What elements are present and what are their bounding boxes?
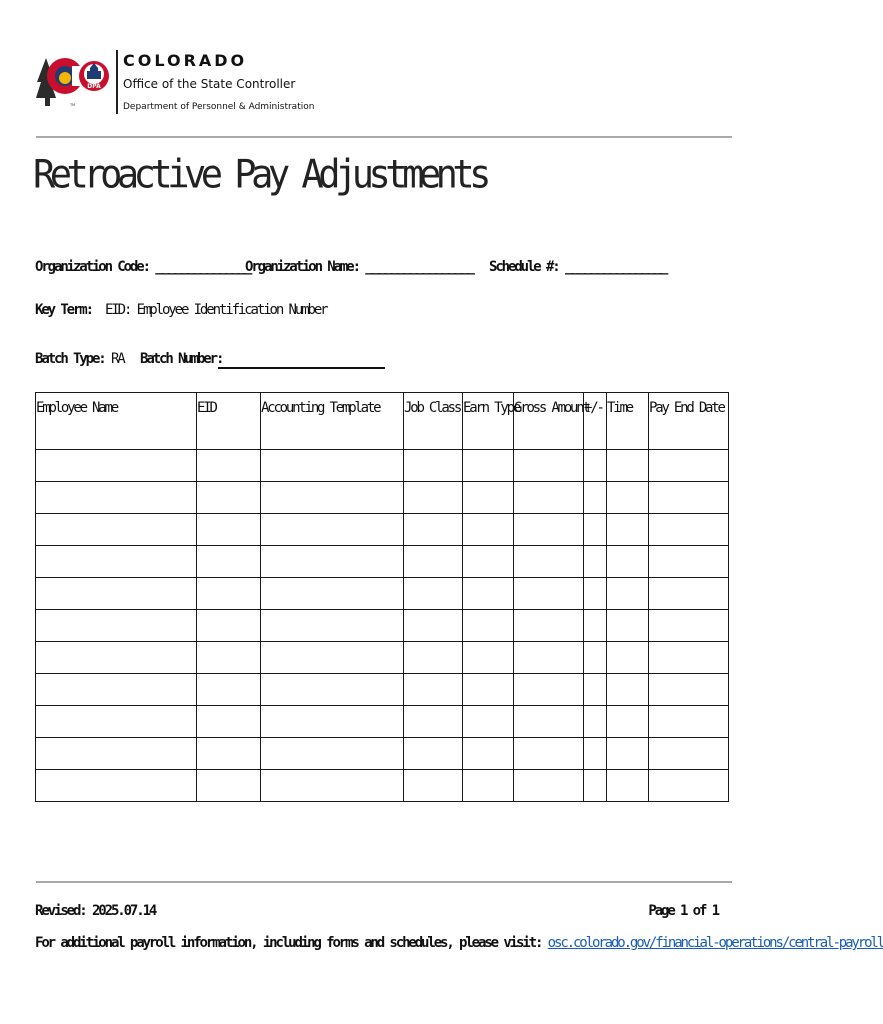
cell-employee-name[interactable] bbox=[36, 578, 197, 610]
table-row bbox=[36, 482, 729, 514]
svg-text:DPA: DPA bbox=[87, 83, 101, 90]
cell-pay-end-date[interactable] bbox=[649, 642, 729, 674]
cell-earn-type[interactable] bbox=[463, 642, 514, 674]
cell-accounting-template[interactable] bbox=[261, 674, 404, 706]
cell-pay-end-date[interactable] bbox=[649, 546, 729, 578]
cell-employee-name[interactable] bbox=[36, 738, 197, 770]
batch-type-value: RA bbox=[110, 351, 124, 367]
cell-accounting-template[interactable] bbox=[261, 642, 404, 674]
cell-employee-name[interactable] bbox=[36, 450, 197, 482]
cell-time[interactable] bbox=[607, 514, 649, 546]
col-header-eid: EID bbox=[197, 393, 261, 450]
cell-plus-minus[interactable] bbox=[584, 514, 607, 546]
cell-accounting-template[interactable] bbox=[261, 450, 404, 482]
cell-eid[interactable] bbox=[197, 578, 261, 610]
table-row bbox=[36, 450, 729, 482]
org-name-blank[interactable]: _________________ bbox=[365, 259, 473, 275]
cell-gross-amount[interactable] bbox=[514, 578, 584, 610]
batch-type-field bbox=[35, 351, 124, 367]
table-row bbox=[36, 770, 729, 802]
table-row bbox=[36, 642, 729, 674]
cell-gross-amount[interactable] bbox=[514, 610, 584, 642]
cell-earn-type[interactable] bbox=[463, 482, 514, 514]
table-row bbox=[36, 546, 729, 578]
cell-eid[interactable] bbox=[197, 482, 261, 514]
cell-time[interactable] bbox=[607, 610, 649, 642]
cell-job-class[interactable] bbox=[404, 674, 463, 706]
cell-earn-type[interactable] bbox=[463, 770, 514, 802]
cell-time[interactable] bbox=[607, 482, 649, 514]
cell-employee-name[interactable] bbox=[36, 674, 197, 706]
header-rule bbox=[36, 136, 732, 138]
cell-accounting-template[interactable] bbox=[261, 482, 404, 514]
cell-plus-minus[interactable] bbox=[584, 578, 607, 610]
cell-employee-name[interactable] bbox=[36, 706, 197, 738]
schedule-label: Schedule #: bbox=[489, 259, 559, 275]
cell-time[interactable] bbox=[607, 770, 649, 802]
col-header-job-class: Job Class bbox=[404, 393, 463, 450]
table-row bbox=[36, 578, 729, 610]
cell-earn-type[interactable] bbox=[463, 738, 514, 770]
schedule-blank[interactable]: ________________ bbox=[564, 259, 667, 275]
cell-gross-amount[interactable] bbox=[514, 546, 584, 578]
cell-gross-amount[interactable] bbox=[514, 674, 584, 706]
cell-accounting-template[interactable] bbox=[261, 578, 404, 610]
table-row bbox=[36, 514, 729, 546]
cell-employee-name[interactable] bbox=[36, 770, 197, 802]
col-header-gross-amount: Gross Amount bbox=[514, 393, 584, 450]
org-code-field[interactable] bbox=[35, 259, 250, 275]
cell-earn-type[interactable] bbox=[463, 610, 514, 642]
cell-plus-minus[interactable] bbox=[584, 738, 607, 770]
batch-type-label: Batch Type: bbox=[35, 351, 105, 367]
cell-earn-type[interactable] bbox=[463, 578, 514, 610]
cell-earn-type[interactable] bbox=[463, 514, 514, 546]
cell-earn-type[interactable] bbox=[463, 450, 514, 482]
adjustments-table bbox=[35, 392, 729, 802]
cell-job-class[interactable] bbox=[404, 706, 463, 738]
cell-plus-minus[interactable] bbox=[584, 450, 607, 482]
page-title: Retroactive Pay Adjustments bbox=[33, 152, 486, 198]
logo-divider bbox=[116, 50, 118, 114]
cell-job-class[interactable] bbox=[404, 578, 463, 610]
cell-employee-name[interactable] bbox=[36, 546, 197, 578]
col-header-accounting-template: Accounting Template bbox=[261, 393, 404, 450]
cell-eid[interactable] bbox=[197, 770, 261, 802]
batch-number-label: Batch Number: bbox=[140, 351, 223, 367]
cell-eid[interactable] bbox=[197, 546, 261, 578]
table-row bbox=[36, 738, 729, 770]
cell-time[interactable] bbox=[607, 738, 649, 770]
cell-pay-end-date[interactable] bbox=[649, 514, 729, 546]
cell-accounting-template[interactable] bbox=[261, 738, 404, 770]
cell-time[interactable] bbox=[607, 674, 649, 706]
org-code-label: Organization Code: bbox=[35, 259, 149, 275]
schedule-field[interactable] bbox=[489, 259, 666, 275]
cell-earn-type[interactable] bbox=[463, 706, 514, 738]
cell-job-class[interactable] bbox=[404, 642, 463, 674]
cell-pay-end-date[interactable] bbox=[649, 482, 729, 514]
cell-accounting-template[interactable] bbox=[261, 514, 404, 546]
cell-pay-end-date[interactable] bbox=[649, 610, 729, 642]
revised-date: Revised: 2025.07.14 bbox=[35, 903, 156, 919]
col-header-time: Time bbox=[607, 393, 649, 450]
svg-text:TM: TM bbox=[70, 103, 76, 107]
cell-job-class[interactable] bbox=[404, 514, 463, 546]
cell-plus-minus[interactable] bbox=[584, 610, 607, 642]
cell-plus-minus[interactable] bbox=[584, 546, 607, 578]
cell-job-class[interactable] bbox=[404, 450, 463, 482]
cell-plus-minus[interactable] bbox=[584, 482, 607, 514]
central-payroll-link[interactable]: osc.colorado.gov/financial-operations/central-payroll bbox=[547, 935, 883, 951]
cell-eid[interactable] bbox=[197, 738, 261, 770]
cell-eid[interactable] bbox=[197, 706, 261, 738]
cell-employee-name[interactable] bbox=[36, 482, 197, 514]
cell-pay-end-date[interactable] bbox=[649, 706, 729, 738]
cell-gross-amount[interactable] bbox=[514, 642, 584, 674]
col-header-earn-type: Earn Type bbox=[463, 393, 514, 450]
cell-earn-type[interactable] bbox=[463, 674, 514, 706]
cell-time[interactable] bbox=[607, 706, 649, 738]
cell-earn-type[interactable] bbox=[463, 546, 514, 578]
cell-pay-end-date[interactable] bbox=[649, 450, 729, 482]
org-code-blank[interactable]: _______________ bbox=[155, 259, 251, 275]
cell-time[interactable] bbox=[607, 546, 649, 578]
cell-job-class[interactable] bbox=[404, 610, 463, 642]
cell-accounting-template[interactable] bbox=[261, 546, 404, 578]
cell-time[interactable] bbox=[607, 450, 649, 482]
cell-employee-name[interactable] bbox=[36, 642, 197, 674]
cell-pay-end-date[interactable] bbox=[649, 578, 729, 610]
cell-accounting-template[interactable] bbox=[261, 706, 404, 738]
cell-plus-minus[interactable] bbox=[584, 706, 607, 738]
cell-job-class[interactable] bbox=[404, 546, 463, 578]
cell-gross-amount[interactable] bbox=[514, 450, 584, 482]
cell-time[interactable] bbox=[607, 642, 649, 674]
cell-gross-amount[interactable] bbox=[514, 482, 584, 514]
footer-info bbox=[35, 935, 883, 951]
cell-pay-end-date[interactable] bbox=[649, 738, 729, 770]
table-header-row bbox=[36, 393, 729, 450]
cell-accounting-template[interactable] bbox=[261, 770, 404, 802]
table-row bbox=[36, 674, 729, 706]
col-header-plus-minus: +/- bbox=[584, 393, 607, 450]
brand-state: COLORADO bbox=[123, 51, 248, 70]
table-row bbox=[36, 610, 729, 642]
brand-office: Office of the State Controller bbox=[123, 77, 296, 91]
cell-accounting-template[interactable] bbox=[261, 610, 404, 642]
cell-gross-amount[interactable] bbox=[514, 706, 584, 738]
cell-employee-name[interactable] bbox=[36, 610, 197, 642]
footer-info-text: For additional payroll information, including forms and schedules, please visit: bbox=[35, 935, 542, 951]
cell-plus-minus[interactable] bbox=[584, 642, 607, 674]
cell-eid[interactable] bbox=[197, 450, 261, 482]
cell-eid[interactable] bbox=[197, 514, 261, 546]
key-term-label: Key Term: bbox=[35, 302, 92, 318]
org-name-field[interactable] bbox=[245, 259, 473, 275]
cell-pay-end-date[interactable] bbox=[649, 674, 729, 706]
colorado-dpa-logo bbox=[36, 48, 116, 110]
org-name-label: Organization Name: bbox=[245, 259, 359, 275]
cell-job-class[interactable] bbox=[404, 738, 463, 770]
cell-employee-name[interactable] bbox=[36, 514, 197, 546]
cell-eid[interactable] bbox=[197, 642, 261, 674]
cell-time[interactable] bbox=[607, 578, 649, 610]
cell-eid[interactable] bbox=[197, 610, 261, 642]
cell-gross-amount[interactable] bbox=[514, 738, 584, 770]
footer-rule bbox=[36, 881, 732, 883]
cell-plus-minus[interactable] bbox=[584, 674, 607, 706]
cell-gross-amount[interactable] bbox=[514, 770, 584, 802]
table-row bbox=[36, 706, 729, 738]
brand-department: Department of Personnel & Administration bbox=[123, 102, 315, 112]
cell-plus-minus[interactable] bbox=[584, 770, 607, 802]
cell-pay-end-date[interactable] bbox=[649, 770, 729, 802]
col-header-pay-end-date: Pay End Date bbox=[649, 393, 729, 450]
page-number: Page 1 of 1 bbox=[648, 903, 718, 919]
cell-gross-amount[interactable] bbox=[514, 514, 584, 546]
key-term-value: EID: Employee Identification Number bbox=[105, 302, 327, 318]
cell-eid[interactable] bbox=[197, 674, 261, 706]
cell-job-class[interactable] bbox=[404, 482, 463, 514]
batch-number-blank[interactable] bbox=[218, 367, 385, 369]
cell-job-class[interactable] bbox=[404, 770, 463, 802]
col-header-employee-name: Employee Name bbox=[36, 393, 197, 450]
